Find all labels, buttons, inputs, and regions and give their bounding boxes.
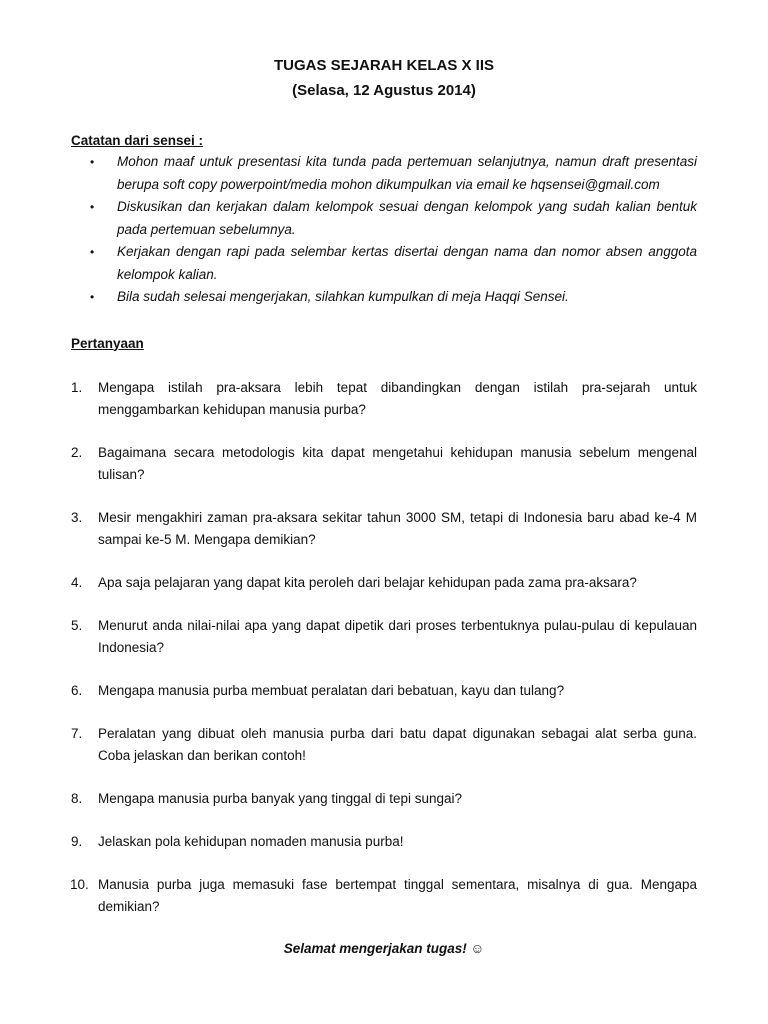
questions-heading: Pertanyaan [71, 335, 144, 351]
note-text: Bila sudah selesai mengerjakan, silahkan kumpulkan di meja Haqqi Sensei. [117, 289, 569, 304]
question-item [71, 377, 697, 421]
question-number: 6. [71, 682, 83, 698]
note-item [90, 241, 697, 286]
question-number: 10. [70, 876, 89, 892]
question-text: Mengapa manusia purba membuat peralatan dari bebatuan, kayu dan tulang? [98, 682, 565, 698]
question-item [71, 788, 697, 810]
question-item [71, 723, 697, 767]
document-title: TUGAS SEJARAH KELAS X IIS [273, 57, 495, 74]
bullet-icon: • [90, 245, 95, 259]
bullet-icon: • [90, 155, 95, 169]
question-text: Jelaskan pola kehidupan nomaden manusia purba! [98, 833, 404, 849]
question-item [71, 507, 697, 551]
question-number: 5. [71, 617, 83, 633]
closing-message [71, 939, 697, 959]
question-text: Mengapa manusia purba banyak yang tinggal di tepi sungai? [98, 790, 463, 806]
question-text: Peralatan yang dibuat oleh manusia purba dari batu dapat digunakan sebagai alat serba guna. Coba jelaskan dan berikan contoh! [98, 725, 697, 763]
question-number: 7. [71, 725, 83, 741]
question-text: Mengapa istilah pra-aksara lebih tepat dibandingkan dengan istilah pra-sejarah untuk menggambarkan kehidupan manusia purba? [98, 379, 697, 417]
notes-list [71, 151, 697, 309]
question-number: 8. [71, 790, 83, 806]
closing-text: Selamat mengerjakan tugas! [283, 940, 471, 956]
question-item [71, 831, 697, 853]
bullet-icon: • [90, 200, 95, 214]
question-item [71, 680, 697, 702]
question-text: Apa saja pelajaran yang dapat kita peroleh dari belajar kehidupan pada zama pra-aksara? [98, 574, 637, 590]
question-text: Mesir mengakhiri zaman pra-aksara sekitar tahun 3000 SM, tetapi di Indonesia baru abad ke-4 M sampai ke-5 M. Mengapa demikian? [98, 509, 697, 547]
question-text: Manusia purba juga memasuki fase bertempat tinggal sementara, misalnya di gua. Mengapa demikian? [98, 876, 697, 914]
document-date: (Selasa, 12 Agustus 2014) [292, 82, 476, 99]
note-item [90, 196, 697, 241]
question-number: 9. [71, 833, 83, 849]
note-item [90, 286, 697, 309]
question-number: 2. [71, 444, 83, 460]
question-item [70, 874, 697, 918]
smiley-icon: ☺ [470, 940, 485, 956]
question-number: 4. [71, 574, 83, 590]
question-item [71, 572, 697, 594]
bullet-icon: • [90, 290, 95, 304]
question-number: 3. [71, 509, 83, 525]
notes-heading: Catatan dari sensei : [71, 133, 204, 148]
questions-list [71, 377, 697, 918]
question-text: Bagaimana secara metodologis kita dapat mengetahui kehidupan manusia sebelum mengenal tulisan? [98, 444, 697, 482]
question-item [71, 615, 697, 659]
note-text: Kerjakan dengan rapi pada selembar kertas disertai dengan nama dan nomor absen anggota kelompok kalian. [117, 244, 697, 282]
question-text: Menurut anda nilai-nilai apa yang dapat dipetik dari proses terbentuknya pulau-pulau di kepulauan Indonesia? [98, 617, 697, 655]
note-item [90, 151, 697, 196]
note-text: Diskusikan dan kerjakan dalam kelompok sesuai dengan kelompok yang sudah kalian bentuk pada pertemuan sebelumnya. [117, 199, 697, 237]
note-text: Mohon maaf untuk presentasi kita tunda pada pertemuan selanjutnya, namun draft presentasi berupa soft copy powerpoint/media mohon dikumpulkan via email ke hqsensei@gmail.com [117, 154, 697, 192]
question-item [71, 442, 697, 486]
question-number: 1. [71, 379, 83, 395]
